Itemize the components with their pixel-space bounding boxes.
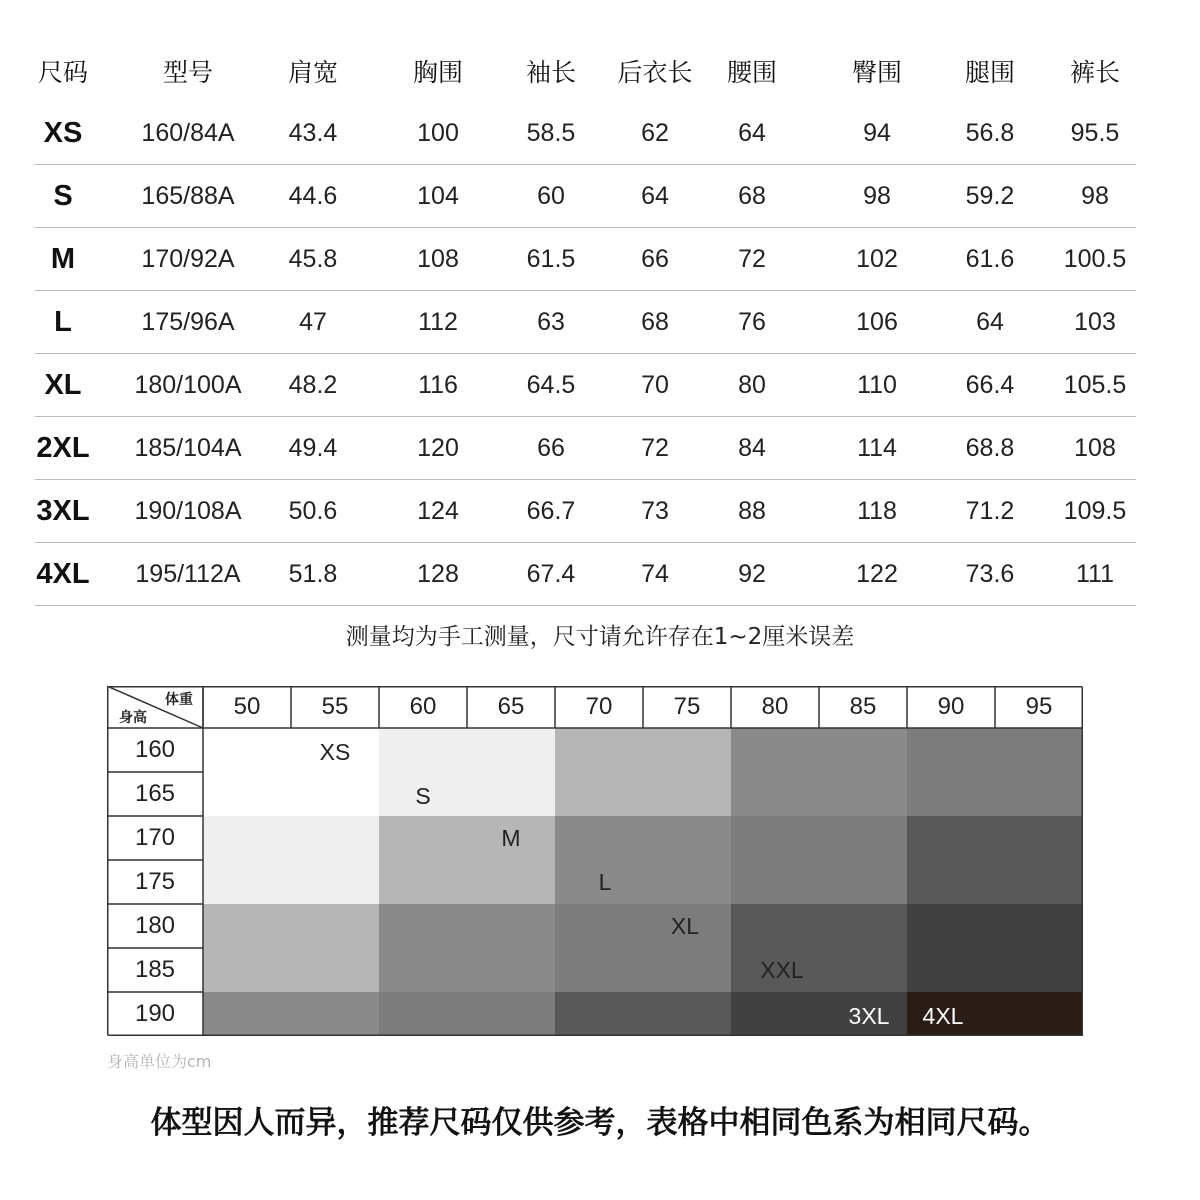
- cell-pants-length: 95.5: [1070, 118, 1120, 147]
- size-chart-row: [35, 543, 1136, 606]
- height-row-label: 190: [134, 1000, 176, 1027]
- cell-model: 170/92A: [141, 244, 235, 273]
- cell-pants-length: 103: [1074, 307, 1116, 336]
- cell-model: 185/104A: [134, 433, 242, 462]
- cell-thigh: 64: [976, 307, 1004, 336]
- cell-waist: 68: [738, 181, 766, 210]
- size-chart-header-row: [35, 40, 1136, 102]
- cell-waist: 80: [738, 370, 766, 399]
- height-row-label: 185: [134, 956, 176, 983]
- cell-waist: 92: [738, 559, 766, 588]
- cell-hip: 118: [857, 496, 897, 525]
- cell-back-length: 62: [641, 118, 669, 147]
- cell-model: 190/108A: [134, 496, 242, 525]
- cell-shoulder: 51.8: [288, 559, 338, 588]
- cell-sleeve: 66: [537, 433, 565, 462]
- cell-shoulder: 50.6: [288, 496, 338, 525]
- cell-sleeve: 60: [537, 181, 565, 210]
- size-zone-label: XS: [319, 738, 351, 765]
- cell-model: 160/84A: [141, 118, 235, 147]
- corner-height-label: 身高: [119, 710, 147, 726]
- size-zone-label: XXL: [760, 956, 804, 983]
- size-zone-label: L: [598, 868, 612, 895]
- footer-note: 体型因人而异，推荐尺码仅供参考，表格中相同色系为相同尺码。: [150, 1105, 1050, 1141]
- size-zone-label: S: [415, 782, 431, 809]
- size-zone-label: 3XL: [848, 1002, 890, 1029]
- cell-pants-length: 108: [1074, 433, 1116, 462]
- size-recommendation-grid: [107, 686, 1083, 1036]
- cell-shoulder: 47: [299, 307, 327, 336]
- cell-pants-length: 98: [1081, 181, 1109, 210]
- cell-thigh: 68.8: [965, 433, 1015, 462]
- size-zone-label: XL: [670, 912, 700, 939]
- cell-sleeve: 67.4: [526, 559, 576, 588]
- cell-model: 165/88A: [141, 181, 235, 210]
- cell-sleeve: 64.5: [526, 370, 576, 399]
- weight-header: 65: [497, 693, 525, 720]
- weight-header: 95: [1025, 693, 1053, 720]
- cell-size: 2XL: [36, 431, 90, 464]
- cell-thigh: 66.4: [965, 370, 1015, 399]
- cell-size: M: [50, 242, 76, 275]
- header-chest: 胸围: [412, 58, 463, 87]
- cell-hip: 102: [856, 244, 898, 273]
- cell-pants-length: 105.5: [1063, 370, 1127, 399]
- weight-header: 50: [233, 693, 261, 720]
- cell-shoulder: 49.4: [288, 433, 338, 462]
- cell-size: S: [53, 179, 73, 212]
- cell-shoulder: 44.6: [288, 181, 338, 210]
- cell-thigh: 71.2: [965, 496, 1015, 525]
- cell-thigh: 61.6: [965, 244, 1015, 273]
- cell-back-length: 74: [641, 559, 669, 588]
- grid-lines: [107, 686, 1083, 1036]
- size-chart-row: [35, 228, 1136, 291]
- cell-thigh: 73.6: [965, 559, 1015, 588]
- height-row-label: 180: [134, 912, 176, 939]
- size-chart-row: [35, 417, 1136, 480]
- cell-chest: 112: [418, 307, 458, 336]
- weight-header: 90: [937, 693, 965, 720]
- cell-model: 195/112A: [135, 559, 241, 588]
- height-row-label: 170: [134, 824, 176, 851]
- cell-sleeve: 63: [537, 307, 565, 336]
- cell-size: XL: [44, 368, 82, 401]
- size-chart-row: [35, 480, 1136, 543]
- cell-waist: 84: [738, 433, 766, 462]
- cell-back-length: 73: [641, 496, 669, 525]
- cell-chest: 108: [417, 244, 459, 273]
- cell-shoulder: 43.4: [288, 118, 338, 147]
- header-shoulder: 肩宽: [287, 58, 338, 87]
- cell-pants-length: 109.5: [1063, 496, 1127, 525]
- size-chart-row: [35, 165, 1136, 228]
- cell-back-length: 68: [641, 307, 669, 336]
- cell-sleeve: 58.5: [526, 118, 576, 147]
- corner-weight-label: 体重: [165, 692, 193, 708]
- cell-back-length: 70: [641, 370, 669, 399]
- header-back-length: 后衣长: [617, 58, 693, 87]
- size-chart-row: [35, 291, 1136, 354]
- height-row-label: 160: [134, 736, 176, 763]
- size-zone-label: M: [501, 824, 521, 851]
- weight-header: 80: [761, 693, 789, 720]
- cell-model: 180/100A: [134, 370, 242, 399]
- header-hip: 臀围: [851, 58, 902, 87]
- size-chart-row: [35, 354, 1136, 417]
- cell-pants-length: 111: [1075, 559, 1114, 588]
- cell-thigh: 56.8: [965, 118, 1015, 147]
- weight-header: 70: [585, 693, 613, 720]
- cell-pants-length: 100.5: [1063, 244, 1127, 273]
- cell-size: 4XL: [36, 557, 90, 590]
- cell-hip: 94: [863, 118, 891, 147]
- height-row-label: 175: [134, 868, 176, 895]
- cell-hip: 110: [857, 370, 897, 399]
- weight-header: 60: [409, 693, 437, 720]
- cell-back-length: 66: [641, 244, 669, 273]
- cell-size: 3XL: [36, 494, 90, 527]
- cell-hip: 122: [856, 559, 898, 588]
- header-size: 尺码: [37, 58, 88, 87]
- unit-note: 身高单位为cm: [107, 1052, 212, 1071]
- cell-back-length: 64: [641, 181, 669, 210]
- cell-chest: 104: [417, 181, 459, 210]
- measure-note: 测量均为手工测量，尺寸请允许存在1~2厘米误差: [345, 624, 855, 650]
- cell-sleeve: 61.5: [526, 244, 576, 273]
- cell-chest: 116: [418, 370, 458, 399]
- weight-header: 85: [849, 693, 877, 720]
- cell-size: XS: [43, 116, 83, 149]
- cell-waist: 72: [738, 244, 766, 273]
- cell-hip: 106: [856, 307, 898, 336]
- cell-size: L: [54, 305, 72, 338]
- cell-waist: 88: [738, 496, 766, 525]
- cell-back-length: 72: [641, 433, 669, 462]
- cell-chest: 100: [417, 118, 459, 147]
- cell-hip: 98: [863, 181, 891, 210]
- weight-header: 75: [673, 693, 701, 720]
- cell-shoulder: 45.8: [288, 244, 338, 273]
- size-zone-label: 4XL: [922, 1002, 964, 1029]
- header-pants-length: 裤长: [1069, 58, 1120, 87]
- weight-header: 55: [321, 693, 349, 720]
- cell-model: 175/96A: [141, 307, 235, 336]
- cell-sleeve: 66.7: [526, 496, 576, 525]
- cell-thigh: 59.2: [965, 181, 1015, 210]
- cell-waist: 76: [738, 307, 766, 336]
- cell-chest: 120: [417, 433, 459, 462]
- cell-chest: 124: [417, 496, 459, 525]
- cell-hip: 114: [857, 433, 897, 462]
- header-thigh: 腿围: [964, 58, 1015, 87]
- height-row-label: 165: [134, 780, 176, 807]
- cell-waist: 64: [738, 118, 766, 147]
- cell-chest: 128: [417, 559, 459, 588]
- size-chart-row: [35, 102, 1136, 165]
- cell-shoulder: 48.2: [288, 370, 338, 399]
- header-model: 型号: [162, 58, 213, 87]
- header-sleeve: 袖长: [525, 58, 576, 87]
- size-chart-table: [35, 40, 1136, 606]
- header-waist: 腰围: [726, 58, 777, 87]
